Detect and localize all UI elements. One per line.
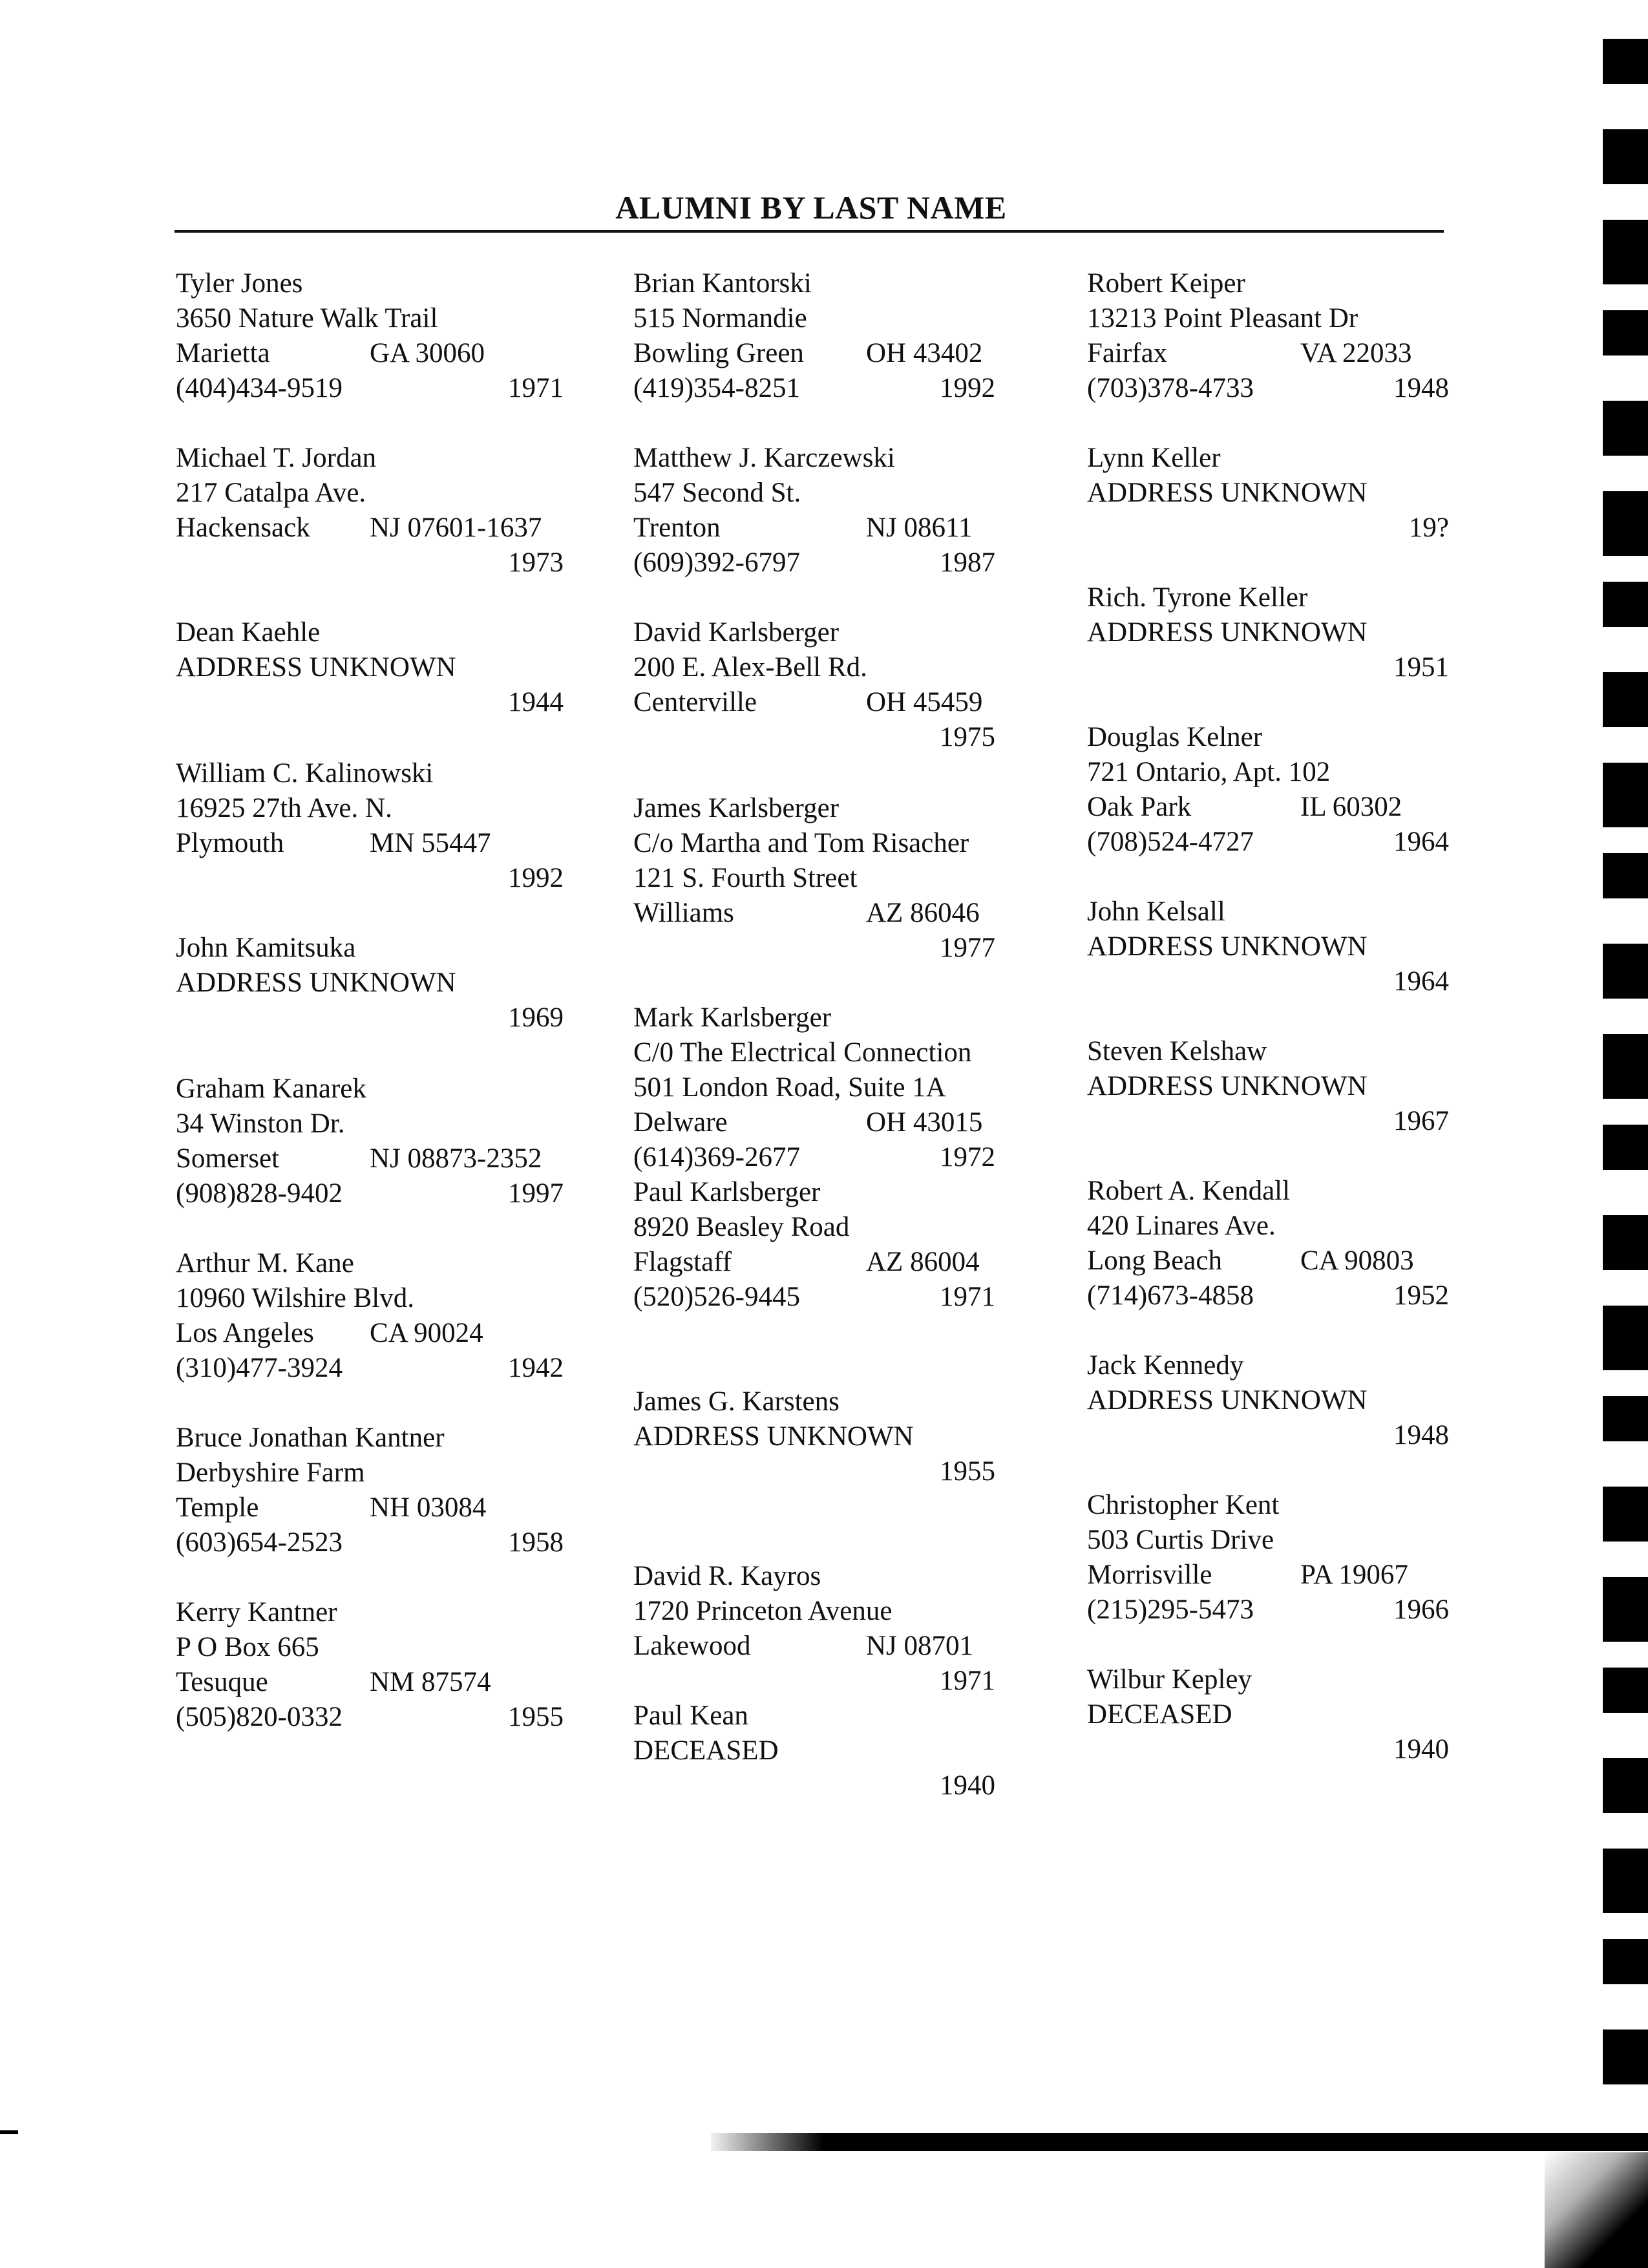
alumni-entry (633, 1699, 995, 1803)
state-zip: GA 30060 (370, 338, 485, 368)
address-line: DECEASED (1087, 1699, 1232, 1730)
phone: (310)477-3924 (176, 1353, 343, 1383)
phone: (703)378-4733 (1087, 373, 1254, 403)
phone-year (633, 1140, 995, 1175)
graduation-year: 1966 (1393, 1595, 1449, 1625)
address-line: 200 E. Alex-Bell Rd. (633, 652, 867, 683)
alumni-name: Arthur M. Kane (176, 1248, 354, 1278)
alumni-name: Robert Keiper (1087, 268, 1245, 299)
graduation-year: 1969 (508, 1002, 564, 1033)
address-line: ADDRESS UNKNOWN (1087, 1071, 1368, 1101)
binding-hole (1603, 1125, 1648, 1170)
alumni-name: Brian Kantorski (633, 268, 812, 299)
phone-year (1087, 1278, 1449, 1313)
address-line: 721 Ontario, Apt. 102 (1087, 757, 1331, 787)
binding-hole (1603, 672, 1648, 727)
graduation-year: 1975 (940, 722, 995, 752)
city-state-zip (176, 1316, 564, 1351)
phone-year (633, 546, 995, 580)
alumni-entry (1087, 266, 1449, 406)
alumni-entry (176, 931, 564, 1035)
phone: (520)526-9445 (633, 1282, 800, 1312)
address-line: 8920 Beasley Road (633, 1212, 850, 1242)
address-line: C/0 The Electrical Connection (633, 1037, 972, 1068)
state-zip: CA 90803 (1300, 1245, 1414, 1276)
city-state-zip (633, 1629, 995, 1664)
address-line: 121 S. Fourth Street (633, 863, 858, 893)
graduation-year: 1992 (940, 373, 995, 403)
alumni-entry (633, 1384, 995, 1489)
alumni-name: Douglas Kelner (1087, 722, 1263, 752)
alumni-name: Robert A. Kendall (1087, 1176, 1291, 1206)
binding-hole (1603, 1306, 1648, 1370)
phone: (708)524-4727 (1087, 827, 1254, 857)
binding-hole (1603, 1034, 1648, 1099)
address-line: 10960 Wilshire Blvd. (176, 1283, 414, 1313)
graduation-year: 1948 (1393, 373, 1449, 403)
phone: (603)654-2523 (176, 1527, 343, 1558)
alumni-name: Christopher Kent (1087, 1490, 1280, 1520)
alumni-name: David R. Kayros (633, 1561, 821, 1591)
alumni-name: Bruce Jonathan Kantner (176, 1423, 445, 1453)
alumni-name: Graham Kanarek (176, 1074, 366, 1104)
alumni-name: James Karlsberger (633, 793, 840, 823)
city: Tesuque (176, 1667, 268, 1697)
city: Morrisville (1087, 1560, 1212, 1590)
alumni-name: David Karlsberger (633, 617, 840, 648)
alumni-name: Rich. Tyrone Keller (1087, 582, 1308, 613)
address-line: C/o Martha and Tom Risacher (633, 828, 969, 858)
address-line: ADDRESS UNKNOWN (1087, 931, 1368, 962)
graduation-year: 1955 (508, 1702, 564, 1732)
binding-hole (1603, 1487, 1648, 1542)
alumni-name: Tyler Jones (176, 268, 303, 299)
binding-hole (1603, 582, 1648, 627)
phone: (714)673-4858 (1087, 1280, 1254, 1311)
city-state-zip (633, 336, 995, 371)
graduation-year: 1952 (1393, 1280, 1449, 1311)
phone: (419)354-8251 (633, 373, 800, 403)
address-line: 1720 Princeton Avenue (633, 1596, 893, 1626)
phone-year (633, 371, 995, 406)
alumni-name: Matthew J. Karczewski (633, 443, 895, 473)
binding-hole (1603, 1396, 1648, 1441)
city: Temple (176, 1492, 259, 1523)
binding-hole (1603, 2030, 1648, 2084)
scan-shadow-bottom (711, 2133, 1648, 2151)
alumni-entry (1087, 580, 1449, 685)
state-zip: AZ 86046 (866, 898, 980, 928)
alumni-entry (1087, 1034, 1449, 1139)
city-state-zip (633, 896, 995, 931)
address-line: 547 Second St. (633, 478, 801, 508)
graduation-year: 1940 (940, 1770, 995, 1801)
binding-hole (1603, 763, 1648, 827)
city: Plymouth (176, 828, 284, 858)
graduation-year: 1971 (508, 373, 564, 403)
alumni-entry (176, 615, 564, 720)
graduation-year: 1942 (508, 1353, 564, 1383)
address-line: ADDRESS UNKNOWN (1087, 478, 1368, 508)
graduation-year: 1987 (940, 547, 995, 578)
city: Hackensack (176, 513, 310, 543)
state-zip: AZ 86004 (866, 1247, 980, 1277)
binding-hole (1603, 1668, 1648, 1713)
graduation-year: 1973 (508, 547, 564, 578)
phone: (614)369-2677 (633, 1142, 800, 1172)
alumni-entry (1087, 1488, 1449, 1627)
graduation-year: 1944 (508, 687, 564, 717)
phone-year (633, 1280, 995, 1315)
city-state-zip (633, 1245, 995, 1280)
graduation-year: 1971 (940, 1282, 995, 1312)
phone: (215)295-5473 (1087, 1595, 1254, 1625)
graduation-year: 1940 (1393, 1734, 1449, 1765)
phone: (609)392-6797 (633, 547, 800, 578)
alumni-entry (633, 791, 995, 966)
phone-year (1087, 1593, 1449, 1627)
graduation-year: 1967 (1393, 1106, 1449, 1136)
binding-hole (1603, 129, 1648, 184)
city-state-zip (176, 1490, 564, 1525)
address-line: 3650 Nature Walk Trail (176, 303, 438, 334)
address-line: ADDRESS UNKNOWN (176, 652, 456, 683)
state-zip: NM 87574 (370, 1667, 491, 1697)
city: Flagstaff (633, 1247, 732, 1277)
binding-hole (1603, 401, 1648, 456)
alumni-name: Wilbur Kepley (1087, 1664, 1252, 1695)
city: Bowling Green (633, 338, 804, 368)
alumni-entry (1087, 1348, 1449, 1453)
state-zip: IL 60302 (1300, 792, 1402, 822)
alumni-entry (176, 1072, 564, 1211)
city: Somerset (176, 1143, 280, 1174)
alumni-entry (633, 441, 995, 580)
address-line: 420 Linares Ave. (1087, 1211, 1276, 1241)
phone-year (176, 1176, 564, 1211)
scan-mark (0, 2130, 18, 2134)
binding-hole (1603, 1849, 1648, 1913)
phone: (404)434-9519 (176, 373, 343, 403)
address-line: 16925 27th Ave. N. (176, 793, 392, 823)
graduation-year: 1964 (1393, 827, 1449, 857)
binding-hole (1603, 1758, 1648, 1813)
alumni-entry (176, 756, 564, 896)
phone: (908)828-9402 (176, 1178, 343, 1209)
graduation-year: 1972 (940, 1142, 995, 1172)
alumni-name: Kerry Kantner (176, 1597, 337, 1627)
alumni-entry (1087, 1174, 1449, 1313)
alumni-name: Lynn Keller (1087, 443, 1221, 473)
city: Trenton (633, 513, 721, 543)
address-line: ADDRESS UNKNOWN (1087, 617, 1368, 648)
city: Williams (633, 898, 734, 928)
alumni-entry (176, 441, 564, 580)
state-zip: NJ 08701 (866, 1631, 974, 1661)
address-line: 13213 Point Pleasant Dr (1087, 303, 1358, 334)
city-state-zip (1087, 1558, 1449, 1593)
city-state-zip (633, 685, 995, 720)
city: Fairfax (1087, 338, 1168, 368)
graduation-year: 1977 (940, 933, 995, 963)
alumni-entry (633, 615, 995, 755)
binding-hole (1603, 1577, 1648, 1642)
spiral-binding (1596, 0, 1648, 2268)
alumni-name: James G. Karstens (633, 1386, 840, 1417)
alumni-entry (176, 266, 564, 406)
state-zip: OH 45459 (866, 687, 983, 717)
alumni-name: Paul Karlsberger (633, 1177, 821, 1207)
address-line: P O Box 665 (176, 1632, 319, 1662)
address-line: ADDRESS UNKNOWN (176, 968, 456, 998)
title-rule (174, 230, 1444, 233)
state-zip: NJ 08611 (866, 513, 973, 543)
alumni-name: John Kelsall (1087, 896, 1225, 927)
alumni-name: Steven Kelshaw (1087, 1036, 1267, 1066)
binding-hole (1603, 39, 1648, 84)
graduation-year: 1948 (1393, 1420, 1449, 1450)
binding-hole (1603, 1215, 1648, 1270)
alumni-name: Dean Kaehle (176, 617, 321, 648)
alumni-entry (1087, 1662, 1449, 1767)
phone-year (1087, 371, 1449, 406)
city-state-zip (633, 511, 995, 546)
city-state-zip (1087, 336, 1449, 371)
graduation-year: 1992 (508, 863, 564, 893)
state-zip: PA 19067 (1300, 1560, 1408, 1590)
address-line: 34 Winston Dr. (176, 1108, 345, 1139)
alumni-entry (633, 1001, 995, 1175)
phone-year (176, 1351, 564, 1386)
city-state-zip (176, 336, 564, 371)
alumni-entry (176, 1246, 564, 1386)
state-zip: NH 03084 (370, 1492, 487, 1523)
binding-hole (1603, 944, 1648, 999)
address-line: 503 Curtis Drive (1087, 1525, 1274, 1555)
alumni-entry (633, 1559, 995, 1699)
address-line: Derbyshire Farm (176, 1457, 365, 1488)
alumni-entry (176, 1421, 564, 1560)
graduation-year: 1951 (1393, 652, 1449, 683)
city-state-zip (1087, 790, 1449, 825)
phone-year (1087, 825, 1449, 860)
graduation-year: 1958 (508, 1527, 564, 1558)
address-line: DECEASED (633, 1735, 779, 1766)
city-state-zip (176, 826, 564, 861)
alumni-name: John Kamitsuka (176, 933, 356, 963)
graduation-year: 19? (1408, 513, 1449, 543)
city: Marietta (176, 338, 270, 368)
city: Delware (633, 1107, 728, 1138)
city-state-zip (176, 1665, 564, 1700)
city: Oak Park (1087, 792, 1192, 822)
address-line: ADDRESS UNKNOWN (1087, 1385, 1368, 1415)
binding-hole (1603, 853, 1648, 898)
city-state-zip (1087, 1244, 1449, 1278)
graduation-year: 1964 (1393, 966, 1449, 997)
alumni-entry (633, 1175, 995, 1315)
city: Centerville (633, 687, 757, 717)
state-zip: OH 43015 (866, 1107, 983, 1138)
city-state-zip (176, 1141, 564, 1176)
binding-hole (1603, 220, 1648, 284)
city: Long Beach (1087, 1245, 1222, 1276)
alumni-entry (1087, 720, 1449, 860)
alumni-name: Paul Kean (633, 1701, 748, 1731)
graduation-year: 1971 (940, 1666, 995, 1696)
scan-shadow-corner (1545, 2152, 1648, 2268)
state-zip: CA 90024 (370, 1318, 483, 1348)
graduation-year: 1997 (508, 1178, 564, 1209)
alumni-entry (1087, 441, 1449, 546)
address-line: 501 London Road, Suite 1A (633, 1072, 946, 1103)
binding-hole (1603, 310, 1648, 355)
alumni-name: William C. Kalinowski (176, 758, 434, 789)
alumni-entry (633, 266, 995, 406)
state-zip: VA 22033 (1300, 338, 1412, 368)
phone-year (176, 1700, 564, 1735)
phone-year (176, 371, 564, 406)
page-title: ALUMNI BY LAST NAME (615, 189, 1007, 226)
state-zip: NJ 07601-1637 (370, 513, 542, 543)
phone-year (176, 1525, 564, 1560)
city-state-zip (633, 1105, 995, 1140)
address-line: 515 Normandie (633, 303, 807, 334)
alumni-name: Mark Karlsberger (633, 1002, 832, 1033)
city: Lakewood (633, 1631, 751, 1661)
city-state-zip (176, 511, 564, 546)
alumni-entry (1087, 895, 1449, 999)
address-line: 217 Catalpa Ave. (176, 478, 366, 508)
state-zip: MN 55447 (370, 828, 491, 858)
state-zip: NJ 08873-2352 (370, 1143, 542, 1174)
state-zip: OH 43402 (866, 338, 983, 368)
city: Los Angeles (176, 1318, 314, 1348)
binding-hole (1603, 491, 1648, 556)
phone: (505)820-0332 (176, 1702, 343, 1732)
alumni-name: Jack Kennedy (1087, 1350, 1244, 1381)
alumni-entry (176, 1595, 564, 1735)
graduation-year: 1955 (940, 1456, 995, 1487)
binding-hole (1603, 1939, 1648, 1984)
alumni-name: Michael T. Jordan (176, 443, 377, 473)
address-line: ADDRESS UNKNOWN (633, 1421, 914, 1452)
